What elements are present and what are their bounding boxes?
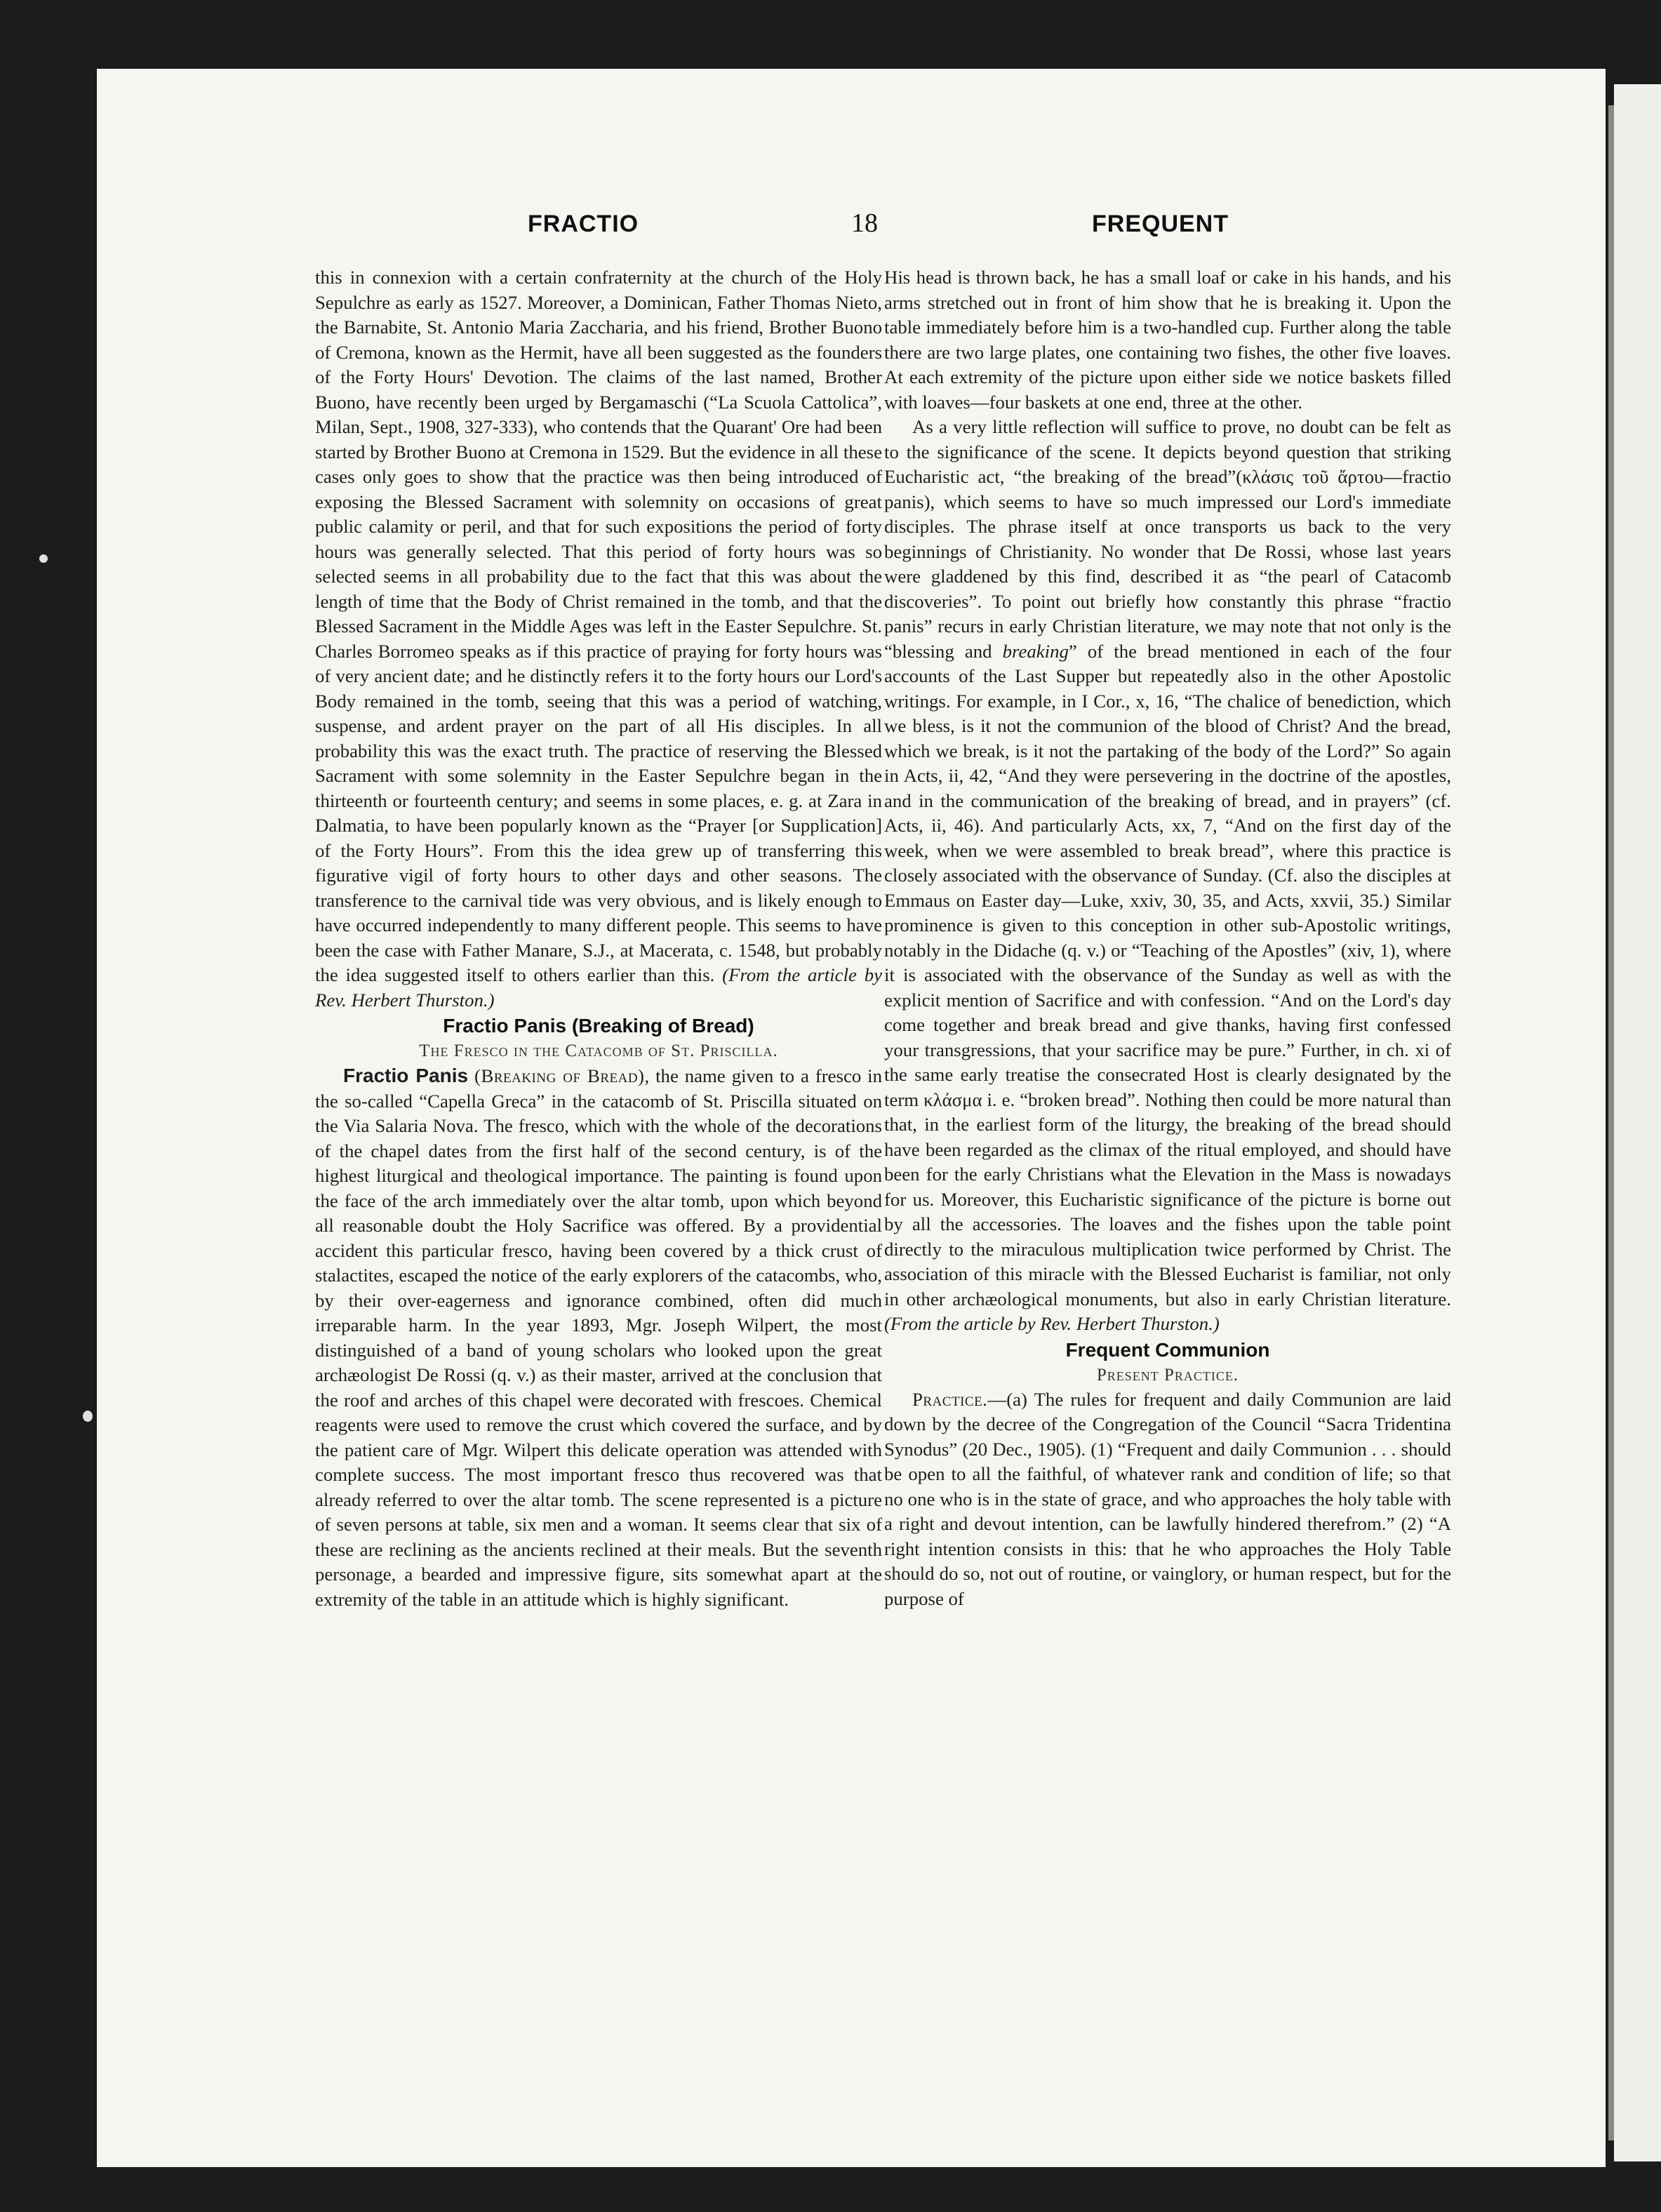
paragraph: His head is thrown back, he has a small loaf or cake in his hands, and his arms stretched out in front of him show that he is breaking it. Upon the table immediately before him is a two-handled cup. Further along the table there are two large plates, one containing two fishes, the other five loaves. At each extremity of the picture upon either side we notice baskets filled with loaves—four baskets at one end, three at the other. (884, 267, 1451, 413)
paragraph-text: , which seems to have so much impressed our Lord's immediate disciples. The phrase itself at once transports us back to the very beginnings of Christianity. No wonder that De Rossi, whose last years were gladdened by this find, described it as “the pearl of Catacomb discoveries”. To point out briefly how constantly this phrase “fractio panis” recurs in early Christian literature, we may note that not only is the “blessing and (884, 491, 1451, 662)
paragraph-text: this in connexion with a certain confraternity at the church of the Holy Sepulchre as early as 1527. Moreover, a Dominican, Father Thomas Nieto, the Barnabite, St. Antonio Maria Zaccharia, and his friend, Brother Buono of Cremona, known as the Hermit, have all been suggested as the founders of the Forty Hours' Devotion. The claims of the last named, Brother Buono, have recently been urged by Bergamaschi (“La Scuola Cattolica”, Milan, Sept., 1908, 327-333), who contends that the Quarant' Ore had been started by Brother Buono at Cremona in 1529. But the evidence in all these cases only goes to show that the practice was then being introduced of exposing the Blessed Sacrament with solemnity on occasions of great public calamity or peril, and that for such expositions the period of forty hours was generally selected. That this period of forty hours was so selected seems in all probability due to the fact that this was about the length of time that the Body of Christ remained in the tomb, and that the Blessed Sacrament in the Middle Ages was left in the Easter Sepulchre. St. Charles Borromeo speaks as if this practice of praying for forty hours was of very ancient date; and he distinctly refers it to the forty hours our Lord's Body remained in the tomb, seeing that this was a period of watching, suspense, and ardent prayer on the part of all His disciples. In all probability this was the exact truth. The practice of reserving the Blessed Sacrament with some solemnity in the Easter Sepulchre began in the thirteenth or fourteenth century; and seems in some places, e. g. at Zara in Dalmatia, to have been popularly known as the “Prayer [or Supplication] of the Forty Hours”. From this the idea grew up of transferring this figurative vigil of forty hours to other days and other seasons. The transference to the carnival tide was very obvious, and is likely enough to have occurred independently to many different people. This seems to have been the case with Father Manare, S.J., at Macerata, c. 1548, but probably the idea suggested itself to others earlier than this. (315, 267, 882, 985)
article-title: Frequent Communion (1065, 1338, 1270, 1361)
article-subtitle: Present Practice. (1096, 1365, 1239, 1385)
paragraph (315, 265, 882, 1013)
lead-term: Fractio Panis (343, 1065, 469, 1086)
article-credit: (From the article by Rev. Herbert Thurston.) (884, 1313, 1220, 1334)
paragraph-text: As a very little reflection will suffice to prove, no doubt can be felt as to the significance of the scene. It depicts beyond question that striking Eucharistic act, “the breaking of the bread” (884, 416, 1451, 487)
article-credit: (From the article by Rev. Herbert Thurston.) (315, 964, 883, 1011)
facing-page-strip (1614, 84, 1661, 2161)
right-column (884, 265, 1451, 1611)
page-number: 18 (851, 208, 878, 238)
left-column (315, 265, 882, 1612)
paragraph-text: , the name given to a fresco in the so-called “Capella Greca” in the catacomb of St. Priscilla situated on the Via Salaria Nova. The fresco, which with the whole of the decorations of the chapel dates from the first half of the second century, is of the highest liturgical and theological importance. The painting is found upon the face of the arch immediately over the altar tomb, upon which beyond all reasonable doubt the Holy Sacrifice was offered. By a providential accident this particular fresco, having been covered by a thick crust of stalactites, escaped the notice of the early explorers of the catacombs, who, by their over-eagerness and ignorance combined, often did much irreparable harm. In the year 1893, Mgr. Joseph Wilpert, the most distinguished of a band of young scholars who looked upon the great archæologist De Rossi (q. v.) as their master, arrived at the conclusion that the roof and arches of this chapel were decorated with frescoes. Chemical reagents were used to remove the crust which covered the surface, and by the patient care of Mgr. Wilpert this delicate operation was attended with complete success. The most important fresco thus recovered was that already referred to over the altar tomb. The scene represented is a picture of seven persons at table, six men and a woman. It seems clear that six of these are reclining as the ancients reclined at their meals. But the seventh personage, a bearded and impressive figure, sits somewhat apart at the extremity of the table in an attitude which is highly significant. (315, 1065, 883, 1610)
running-head-right: FREQUENT (1092, 211, 1229, 237)
scan-speck (39, 554, 48, 563)
article-title: Fractio Panis (Breaking of Bread) (443, 1015, 754, 1037)
paragraph (315, 1063, 882, 1612)
running-head-left: FRACTIO (528, 211, 639, 237)
paragraph-text: ” of the bread mentioned in each of the four accounts of the Last Supper but repeatedly also in the other Apostolic writings. For example, in I Cor., x, 16, “The chalice of benediction, which we bless, is it not the communion of the blood of Christ? And the bread, which we break, is it not the partaking of the body of the Lord?” So again in Acts, ii, 42, “And they were persevering in the doctrine of the apostles, and in the communication of the breaking of bread, and in prayers” (cf. Acts, ii, 46). And particularly Acts, xx, 7, “And on the first day of the week, when we were assembled to break bread”, where this practice is closely associated with the observance of Sunday. (Cf. also the disciples at Emmaus on Easter day—Luke, xxiv, 30, 35, and Acts, xxvii, 35.) Similar prominence is given to this conception in other sub-Apostolic writings, notably in the Didache (q. v.) or “Teaching of the Apostles” (xiv, 1), where it is associated with the observance of the Sunday as well as with the explicit mention of Sacrifice and with confession. “And on the Lord's day come together and break bread and give thanks, having first confessed your transgressions, that your sacrifice may be pure.” Further, in ch. xi of the same early treatise the consecrated Host is clearly designated by the term κλάσμα i. e. “broken bread”. Nothing then could be more natural than that, in the earliest form of the liturgy, the breaking of the bread should have been regarded as the climax of the ritual employed, and should have been for the early Christians what the Elevation in the Mass is nowadays for us. Moreover, this Eucharistic significance of the picture is borne out by all the accessories. The loaves and the fishes upon the table point directly to the miraculous multiplication twice performed by Christ. The association of this miracle with the Blessed Eucharist is familiar, not only in other archæological monuments, but also in early Christian literature. (884, 640, 1451, 1310)
paragraph (884, 415, 1451, 1337)
italic-word: breaking (1002, 640, 1069, 662)
scan-speck (83, 1411, 93, 1422)
paragraph (884, 1387, 1451, 1612)
lead-gloss: (Breaking of Bread) (474, 1065, 645, 1086)
article-subtitle: The Fresco in the Catacomb of St. Priscilla. (419, 1041, 778, 1060)
greek-phrase: (κλάσις τοῦ ἄρτου—fractio panis) (884, 466, 1451, 512)
paragraph-text: —(a) The rules for frequent and daily Communion are laid down by the decree of the Congregation of the Council “Sacra Tridentina Synodus” (20 Dec., 1905). (1) “Frequent and daily Communion . . . should be open to all the faithful, of whatever rank and condition of life; so that no one who is in the state of grace, and who approaches the holy table with a right and devout intention, can be lawfully hindered therefrom.” (2) “A right intention consists in this: that he who approaches the Holy Table should do so, not out of routine, or vainglory, or human respect, but for the purpose of (884, 1388, 1451, 1609)
lead-term: Practice. (912, 1388, 988, 1410)
